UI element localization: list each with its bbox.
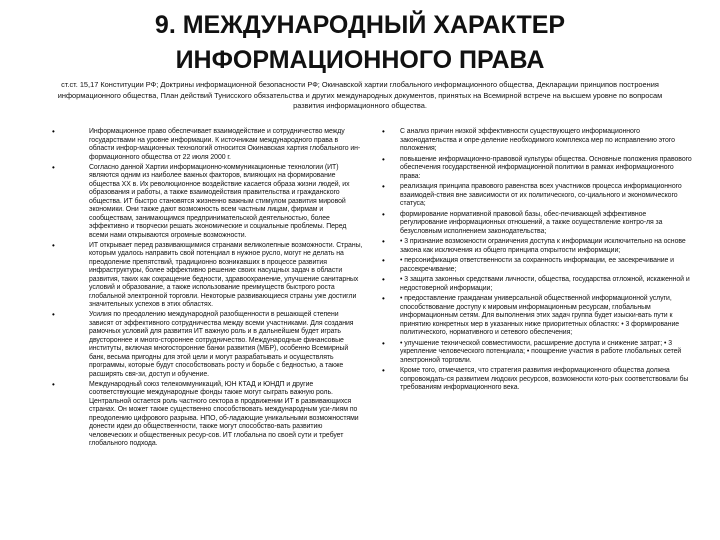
slide-title: 9. МЕЖДУНАРОДНЫЙ ХАРАКТЕР ИНФОРМАЦИОННОГО ПРАВА <box>154 11 566 74</box>
bullet-icon: • <box>382 237 385 246</box>
list-item <box>382 276 692 293</box>
bullet-icon: • <box>52 240 55 250</box>
list-item-text: Усилия по преодолению международной разобщенности в решающей степени зависят от эффективного сотрудничества между всеми участниками. Для создания рамочных условий для развития ИТ важную роль и в дальнейшем будет играть двустороннее и много-стороннее сотрудничество. Международные финансовые институты, включая многосторонние банки развития (МБР), особенно Всемирный банк, весьма пригодны для этой цели и могут разрабатывать и осуществлять программы, которые будут способствовать росту и борьбе с бедностью, а также расширять свя-зи, доступ и обучение. <box>89 311 354 378</box>
bullet-icon: • <box>382 275 385 284</box>
right-bullet-list <box>382 128 692 393</box>
list-item <box>382 211 692 237</box>
list-item-text: С анализ причин низкой эффективности существующего информационного законодательства и опре-деление необходимого комплекса мер по исправлению этого положения; <box>400 128 675 152</box>
list-item <box>382 156 692 182</box>
bullet-icon: • <box>382 294 385 303</box>
list-item <box>44 242 364 310</box>
bullet-icon: • <box>52 379 55 389</box>
bullet-icon: • <box>382 338 385 348</box>
list-item-text: Информационное право обеспечивает взаимодействие и сотрудничество между государствами на уровне информации. К источникам международного права в области инфор-мационных технологий относится Окинавская хартия глобального ин-формационного общества от 22 июля 2000 г. <box>89 128 361 161</box>
bullet-icon: • <box>382 209 385 219</box>
list-item-text: реализация принципа правового равенства всех участников процесса информационного взаимодей-ствия вне зависимости от их политического, со-циального и экономического статуса; <box>400 183 682 207</box>
bullet-icon: • <box>382 256 385 265</box>
list-item <box>382 128 692 154</box>
list-item <box>382 367 692 393</box>
list-item <box>382 183 692 209</box>
list-item <box>382 257 692 274</box>
list-item-text: повышение информационно-правовой культуры общества. Основные положения правового обеспечения государственной информационной политики в рамках информационного права: <box>400 155 692 180</box>
list-item-text: Кроме того, отмечается, что стратегия развития информационного общества должна сопровождать-ся развитием людских ресурсов, возможности кото-рых соответствовали бы требованиям информационного века. <box>400 367 689 391</box>
list-item-text: • улучшение технической совместимости, расширение доступа и снижение затрат; • 3 укрепление человеческого потенциала; • поощрение участия в работе глобальных сетей электронной торговли. <box>400 339 682 364</box>
list-item <box>44 311 364 379</box>
list-item-text: • 3 защита законных средствами личности, общества, государства отложной, искаженной и недостоверной информации; <box>400 276 690 292</box>
list-item <box>44 164 364 241</box>
list-item <box>44 381 364 449</box>
list-item-text: Согласно данной Хартии информационно-коммуникационные технологии (ИТ) являются одним из наиболее важных факторов, влияющих на формирование общества XX в. Их революционное воздействие касается образа жизни людей, их образования и работы, а также взаимодействия правительства и гражданского общества. ИТ быстро становятся жизненно важным стимулом развития мировой экономики. Они также дают возможность всем частным лицам, фирмам и сообществам, занимающимся предпринимательской деятельностью, более эффективно и творчески решать экономические и социальные проблемы. Перед всеми нами открываются огромные возможности. <box>89 163 350 239</box>
bullet-icon: • <box>52 310 55 319</box>
bullet-icon: • <box>382 127 385 136</box>
list-item <box>382 295 692 338</box>
list-item <box>382 238 692 255</box>
list-item-text: формирование нормативной правовой базы, обес-печивающей эффективное регулирование информационных отношений, а также осуществление контро-ля за безусловным исполнением законодательства; <box>400 210 663 235</box>
list-item-text: ИТ открывает перед развивающимися странами великолепные возможности. Страны, которым удалось направить свой потенциал в нужное русло, могут не делать на преодоление препятствий, традиционно возникавших в процессе развития инфраструктуры, более эффективно решение своих насущных задач в области развития, таких как сокращение бедности, здравоохранение, улучшение санитарных условий и образование, а также использование преимуществ быстрого роста глобальной электронной торговли. Некоторые развивающиеся страны уже достигли значительных успехов в этих областях. <box>89 241 363 308</box>
list-item-text: Международный союз телекоммуникаций, ЮН КТАД и ЮНДП и другие соответствующие международные фонды также могут сыграть важную роль. Центральной остается роль частного сектора в продвижении ИТ в развивающихся странах. Он может также существенно способствовать международным уси-лиям по преодолению цифрового разрыва. НПО, об-ладающие уникальными возможностями донести идеи до общественности, также могут способство-вать развитию человеческих и общественных ресур-сов. ИТ глобальна по своей сути и требует глобального подхода. <box>89 380 359 447</box>
list-item <box>44 128 364 162</box>
list-item-text: • предоставление гражданам универсальной общественной информационной услуги, способствование доступу к мировым информационным ресурсам, глобальным информационным сетям. Для выполнения этих задач группа будет изыски-вать пути к принятию конкретных мер в указанных ниже приоритетных областях: • 3 формирование политического, нормативного и сетевого обеспечения; <box>400 295 680 336</box>
bullet-icon: • <box>52 162 55 172</box>
bullet-icon: • <box>382 182 385 191</box>
bullet-icon: • <box>52 127 55 136</box>
list-item-text: • персонификация ответственности за сохранность информации, ее засекречивание и рассекречивание; <box>400 257 674 273</box>
list-item-text: • 3 признание возможности ограничения доступа к информации исключительно на основе закона как исключения из общего принципа открытости информации; <box>400 238 686 254</box>
bullet-icon: • <box>382 366 385 375</box>
bullet-icon: • <box>382 154 385 164</box>
list-item <box>382 340 692 366</box>
slide-subtitle: ст.ст. 15,17 Конституции РФ; Доктрины информационной безопасности РФ; Окинавской хартии глобального информационного общества, Декларации принципов построения информационного общества, План действий Тунисского обязательства и других международных документов, принятых на Всемирной встрече на высшем уровне по вопросам развития информационного общества. <box>57 80 663 111</box>
left-bullet-list <box>44 128 364 449</box>
